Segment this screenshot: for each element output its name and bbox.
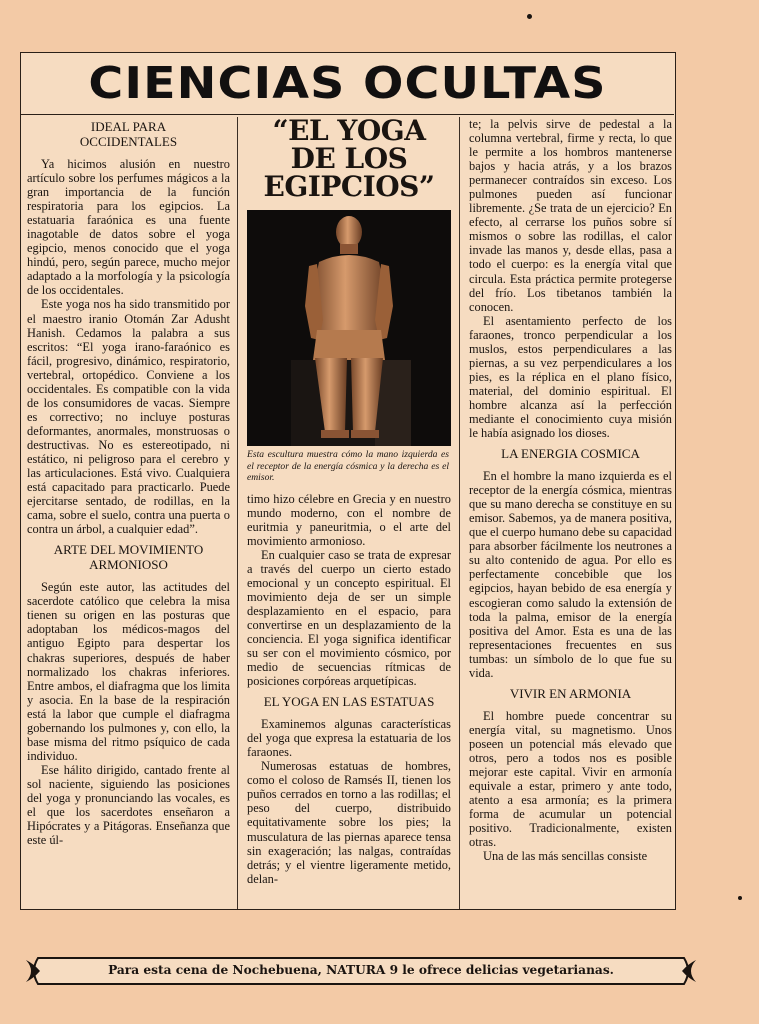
paragraph: te; la pelvis sirve de pedestal a la columna vertebral, firme y recta, lo que le permite a los hombros mantenerse bajos y hacia atrás, y a los brazos permanecer contraídos sin exceso. Los pulmones pueden así funcionar libremente. ¿Se trata de un ejercicio? En efecto, al cerrarse los puños sobre sí mismos o sobre las rodillas, el calor invade las manos y, desde ellas, pasa a todo el cuerpo: es la energía vital que circula. Esta práctica permite protegerse del frío. Los tibetanos también la conocen.	[469, 117, 672, 314]
paragraph: timo hizo célebre en Grecia y en nuestro mundo moderno, con el nombre de euritmia y paneuritmia, o el arte del movimiento armonioso.	[247, 491, 451, 548]
subheading: EL YOGA EN LAS ESTATUAS	[263, 694, 435, 710]
masthead	[21, 53, 674, 115]
column-divider	[237, 117, 238, 909]
paragraph: Numerosas estatuas de hombres, como el coloso de Ramsés II, tienen los puños cerrados en torno a las rodillas; el peso del cuerpo, distribuido equitativamente sobre los pies; la musculatura de las piernas aparece tensa sin exageración; las nalgas, contraídas detrás; y el vientre ligeramente metido, delan-	[247, 759, 451, 886]
column-2	[247, 117, 451, 909]
speck-mark	[527, 14, 532, 19]
column-divider	[459, 117, 460, 909]
article-frame	[20, 52, 676, 910]
subheading: LA ENERGIA COSMICA	[501, 446, 640, 462]
paragraph: Ese hálito dirigido, cantado frente al sol naciente, siguiendo las posiciones del yoga y pronunciando las vocales, es el que los sacerdotes enseñaron a Hipócrates y a Pitágoras. Enseñanza que este úl-	[27, 762, 230, 848]
paragraph: El asentamiento perfecto de los faraones, tronco perpendicular a los muslos, estos perpendiculares a las piernas, a su vez perpendiculares a los pies, es la réplica en el plano físico, material, del dominio espiritual. El hombre alcanza así la perfección mediante el conocimiento cuya misión le había asignado los dioses.	[469, 313, 672, 441]
paragraph: Una de las más sencillas consiste	[483, 849, 648, 864]
paragraph: En cualquier caso se trata de expresar a través del cuerpo un cierto estado emocional y un concepto espiritual. El movimiento deja de ser un simple desplazamiento en el espacio, para convertirse en un desplazamiento de la conciencia. El yoga significa identificar su ser con el movimiento cósmico, por medio de secuencias rítmicas de posiciones corpóreas arquetípicas.	[247, 547, 451, 689]
photo-caption: Esta escultura muestra cómo la mano izquierda es el receptor de la energía cósmica y la derecha es el emisor.	[247, 449, 449, 483]
subheading: VIVIR EN ARMONIA	[509, 685, 632, 701]
footer-text: Para esta cena de Nochebuena, NATURA 9 le ofrece delicias vegetarianas.	[108, 963, 614, 977]
article-title: “EL YOGA DE LOS EGIPCIOS”	[263, 117, 435, 203]
subheading: IDEAL PARA OCCIDENTALES	[79, 119, 178, 149]
paragraph: En el hombre la mano izquierda es el receptor de la energía cósmica, mientras que su mano derecha se constituye en su emisor. Sabemos, ya de manera positiva, que el cuerpo humano debe su capacidad para absorber fácilmente los neutrones a su alto contenido de agua. Por ello es perfectamente concebible que los egipcios, hayan bebido de esa energía y escogieran como saludo la extensión de toda la palma, emisor de la energía positiva del Amor. Esta es una de las representaciones frecuentes en sus tumbas: un símbolo de lo que fue su vida.	[469, 469, 672, 680]
column-3	[469, 117, 672, 909]
footer-banner	[24, 956, 698, 986]
statue-icon	[247, 210, 451, 446]
column-1	[27, 117, 230, 909]
paragraph: Según este autor, las actitudes del sacerdote católico que celebra la misa tienen su origen en las posturas que adoptaban los médicos-magos del antiguo Egipto para despertar los chakras superiores, después de haber normalizado los chakras inferiores. Entre ambos, el diafragma que los limita y asocia. En la base de la respiración está la labor que cumple el diafragma gobernando los pulmones y, con ello, la base misma del ritmo psíquico de cada individuo.	[27, 580, 230, 763]
paragraph: Este yoga nos ha sido transmitido por el maestro iranio Otomán Zar Adusht Hanish. Cedamos la palabra a sus escritos: “El yoga irano-faraónico es fácil, progresivo, dinámico, respiratorio, vertebral, ortopédico. Conviene a los occidentales. Es compatible con la vida de los consumidores de vacas. Siempre es correctivo; no incluye posturas deformantes, anormales, monstruosas o destructivas. No es estereotipado, ni estático, ni peligroso para el cerebro y las articulaciones. Está vivo. Cualquiera está capacitado para practicarlo. Puede ejercitarse sentado, de rodillas, en la cama, sobre el suelo, contra una puerta o contra un árbol, a cualquier edad”.	[27, 297, 230, 537]
egyptian-statue-photo	[247, 210, 451, 446]
paragraph: Examinemos algunas características del yoga que expresa la estatuaria de los faraones.	[247, 717, 451, 760]
paragraph: El hombre puede concentrar su energía vital, su magnetismo. Unos poseen un potencial más elevado que otros, pero a todos nos es posible mejorar este capital. Vivir en armonía equivale a estar, primero y ante todo, atento a esa armonía; es la primera forma de acumular un potencial positivo. Tradicionalmente, existen otras.	[469, 708, 672, 850]
speck-mark	[738, 896, 742, 900]
section-title: CIENCIAS OCULTAS	[88, 58, 607, 109]
subheading: ARTE DEL MOVIMIENTO ARMONIOSO	[53, 542, 204, 573]
paragraph: Ya hicimos alusión en nuestro artículo sobre los perfumes mágicos a la gran importancia de la función respiratoria para los egipcios. La estatuaria faraónica es una fuente inagotable de datos sobre el yoga egipcio, menos conocido que el yoga hindú, pero, según parece, mucho mejor adaptado a la morfología y la psicología de los occidentales.	[27, 157, 230, 298]
